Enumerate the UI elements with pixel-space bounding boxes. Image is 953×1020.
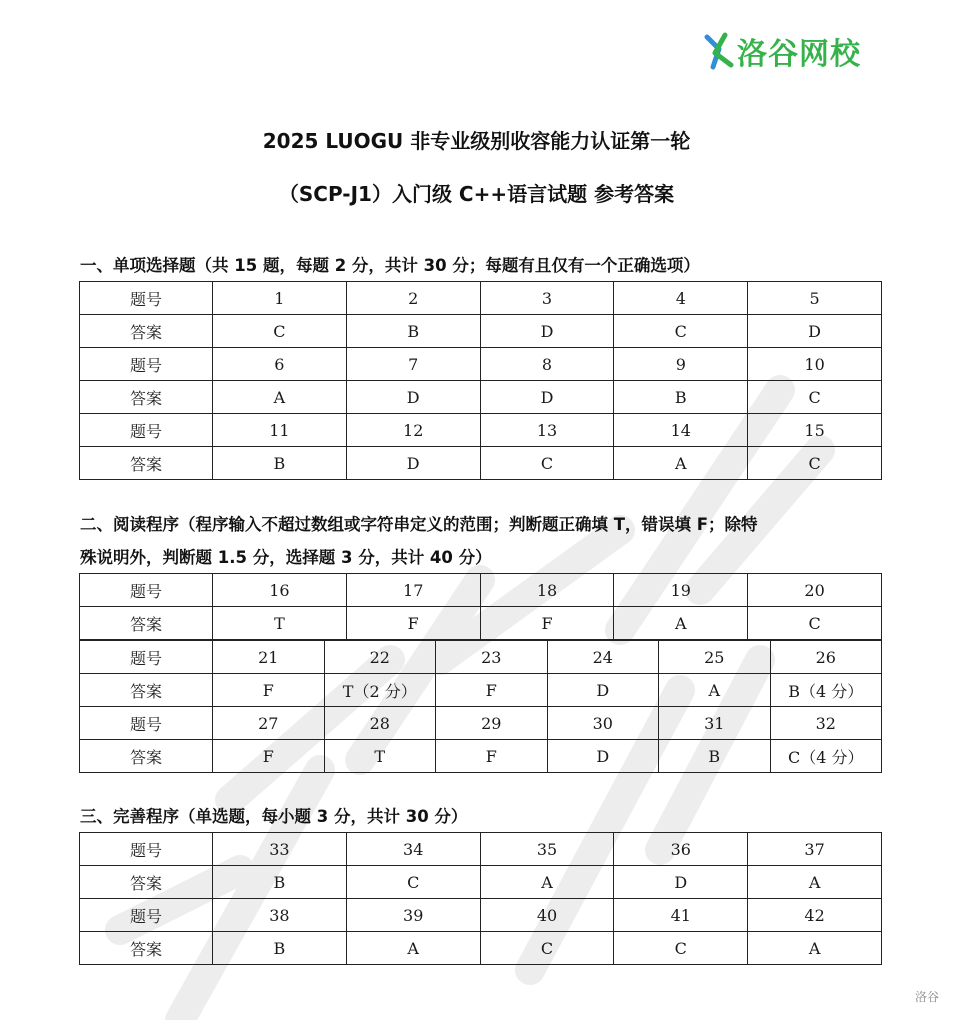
question-number-cell: 1 <box>213 282 347 315</box>
question-number-cell: 41 <box>614 899 748 932</box>
section2-heading <box>80 508 890 574</box>
answer-cell: A <box>659 674 771 707</box>
question-number-cell: 5 <box>748 282 882 315</box>
section3-heading: 三、完善程序（单选题，每小题 3 分，共计 30 分） <box>80 807 468 826</box>
row-label: 题号 <box>80 641 213 674</box>
question-number-cell: 40 <box>480 899 614 932</box>
question-number-cell: 7 <box>346 348 480 381</box>
question-number-cell: 17 <box>346 574 480 607</box>
question-number-cell: 35 <box>480 833 614 866</box>
table-row <box>80 674 882 707</box>
row-label: 答案 <box>80 932 213 965</box>
answer-cell: C（4 分） <box>770 740 882 773</box>
answer-cell: C <box>748 447 882 480</box>
row-label: 题号 <box>80 348 213 381</box>
row-label: 答案 <box>80 315 213 348</box>
question-number-cell: 37 <box>748 833 882 866</box>
answer-cell: C <box>748 381 882 414</box>
answer-cell: D <box>346 447 480 480</box>
answer-cell: A <box>346 932 480 965</box>
table-row <box>80 740 882 773</box>
table-row <box>80 348 882 381</box>
question-number-cell: 32 <box>770 707 882 740</box>
question-number-cell: 12 <box>346 414 480 447</box>
table-row <box>80 641 882 674</box>
answer-cell: B（4 分） <box>770 674 882 707</box>
question-number-cell: 38 <box>213 899 347 932</box>
question-number-cell: 27 <box>213 707 325 740</box>
question-number-cell: 39 <box>346 899 480 932</box>
answer-cell: C <box>614 315 748 348</box>
row-label: 答案 <box>80 740 213 773</box>
question-number-cell: 21 <box>213 641 325 674</box>
table-row <box>80 833 882 866</box>
question-number-cell: 33 <box>213 833 347 866</box>
question-number-cell: 13 <box>480 414 614 447</box>
answer-cell: C <box>480 932 614 965</box>
section3-answer-table <box>79 832 882 965</box>
answer-cell: C <box>213 315 347 348</box>
question-number-cell: 19 <box>614 574 748 607</box>
table-row <box>80 607 882 640</box>
answer-cell: A <box>748 932 882 965</box>
document-title: 2025 LUOGU 非专业级别收容能力认证第一轮 <box>262 129 691 153</box>
row-label: 答案 <box>80 866 213 899</box>
table-row <box>80 707 882 740</box>
table-row <box>80 282 882 315</box>
answer-cell: T <box>213 607 347 640</box>
answer-cell: D <box>480 315 614 348</box>
table-row <box>80 899 882 932</box>
row-label: 题号 <box>80 833 213 866</box>
question-number-cell: 9 <box>614 348 748 381</box>
answer-cell: C <box>480 447 614 480</box>
answer-cell: B <box>213 447 347 480</box>
question-number-cell: 6 <box>213 348 347 381</box>
answer-cell: A <box>480 866 614 899</box>
section1-answer-table <box>79 281 882 480</box>
answer-cell: T <box>324 740 436 773</box>
logo-text: 洛谷网校 <box>737 37 861 72</box>
row-label: 题号 <box>80 414 213 447</box>
question-number-cell: 25 <box>659 641 771 674</box>
row-label: 题号 <box>80 899 213 932</box>
answer-cell: T（2 分） <box>324 674 436 707</box>
question-number-cell: 31 <box>659 707 771 740</box>
row-label: 答案 <box>80 674 213 707</box>
question-number-cell: 29 <box>436 707 548 740</box>
answer-cell: A <box>614 607 748 640</box>
table-row <box>80 414 882 447</box>
row-label: 答案 <box>80 381 213 414</box>
answer-cell: D <box>614 866 748 899</box>
question-number-cell: 36 <box>614 833 748 866</box>
question-number-cell: 20 <box>748 574 882 607</box>
question-number-cell: 11 <box>213 414 347 447</box>
answer-cell: F <box>436 740 548 773</box>
question-number-cell: 10 <box>748 348 882 381</box>
question-number-cell: 23 <box>436 641 548 674</box>
row-label: 题号 <box>80 282 213 315</box>
table-row <box>80 315 882 348</box>
luogu-logo <box>703 30 861 72</box>
question-number-cell: 3 <box>480 282 614 315</box>
question-number-cell: 24 <box>547 641 659 674</box>
answer-cell: F <box>480 607 614 640</box>
answer-cell: B <box>213 866 347 899</box>
luogu-logo-icon <box>703 31 735 71</box>
answer-cell: F <box>436 674 548 707</box>
answer-cell: D <box>748 315 882 348</box>
answer-cell: D <box>547 674 659 707</box>
question-number-cell: 14 <box>614 414 748 447</box>
table-row <box>80 381 882 414</box>
answer-cell: B <box>213 932 347 965</box>
answer-cell: C <box>748 607 882 640</box>
question-number-cell: 8 <box>480 348 614 381</box>
section2-answer-table-a <box>79 573 882 640</box>
footer-brand: 洛谷 <box>914 990 939 1004</box>
answer-cell: B <box>346 315 480 348</box>
answer-cell: B <box>659 740 771 773</box>
answer-cell: B <box>614 381 748 414</box>
question-number-cell: 42 <box>748 899 882 932</box>
question-number-cell: 22 <box>324 641 436 674</box>
table-row <box>80 932 882 965</box>
question-number-cell: 15 <box>748 414 882 447</box>
section2-heading-line1: 二、阅读程序（程序输入不超过数组或字符串定义的范围；判断题正确填 T，错误填 F；除特 <box>80 515 758 534</box>
row-label: 题号 <box>80 574 213 607</box>
answer-cell: F <box>213 740 325 773</box>
answer-cell: A <box>213 381 347 414</box>
answer-cell: C <box>614 932 748 965</box>
question-number-cell: 34 <box>346 833 480 866</box>
answer-cell: D <box>480 381 614 414</box>
answer-cell: F <box>213 674 325 707</box>
answer-cell: C <box>346 866 480 899</box>
answer-cell: D <box>547 740 659 773</box>
section2-answer-table-b <box>79 640 882 773</box>
table-row <box>80 447 882 480</box>
question-number-cell: 4 <box>614 282 748 315</box>
section1-heading: 一、单项选择题（共 15 题，每题 2 分，共计 30 分；每题有且仅有一个正确选项） <box>80 256 700 275</box>
answer-cell: D <box>346 381 480 414</box>
question-number-cell: 18 <box>480 574 614 607</box>
answer-cell: A <box>614 447 748 480</box>
row-label: 答案 <box>80 607 213 640</box>
answer-cell: F <box>346 607 480 640</box>
row-label: 答案 <box>80 447 213 480</box>
question-number-cell: 28 <box>324 707 436 740</box>
row-label: 题号 <box>80 707 213 740</box>
question-number-cell: 2 <box>346 282 480 315</box>
question-number-cell: 30 <box>547 707 659 740</box>
question-number-cell: 26 <box>770 641 882 674</box>
section2-heading-line2: 殊说明外，判断题 1.5 分，选择题 3 分，共计 40 分） <box>80 548 492 567</box>
table-row <box>80 866 882 899</box>
table-row <box>80 574 882 607</box>
document-subtitle: （SCP-J1）入门级 C++语言试题 参考答案 <box>278 182 675 206</box>
question-number-cell: 16 <box>213 574 347 607</box>
answer-cell: A <box>748 866 882 899</box>
